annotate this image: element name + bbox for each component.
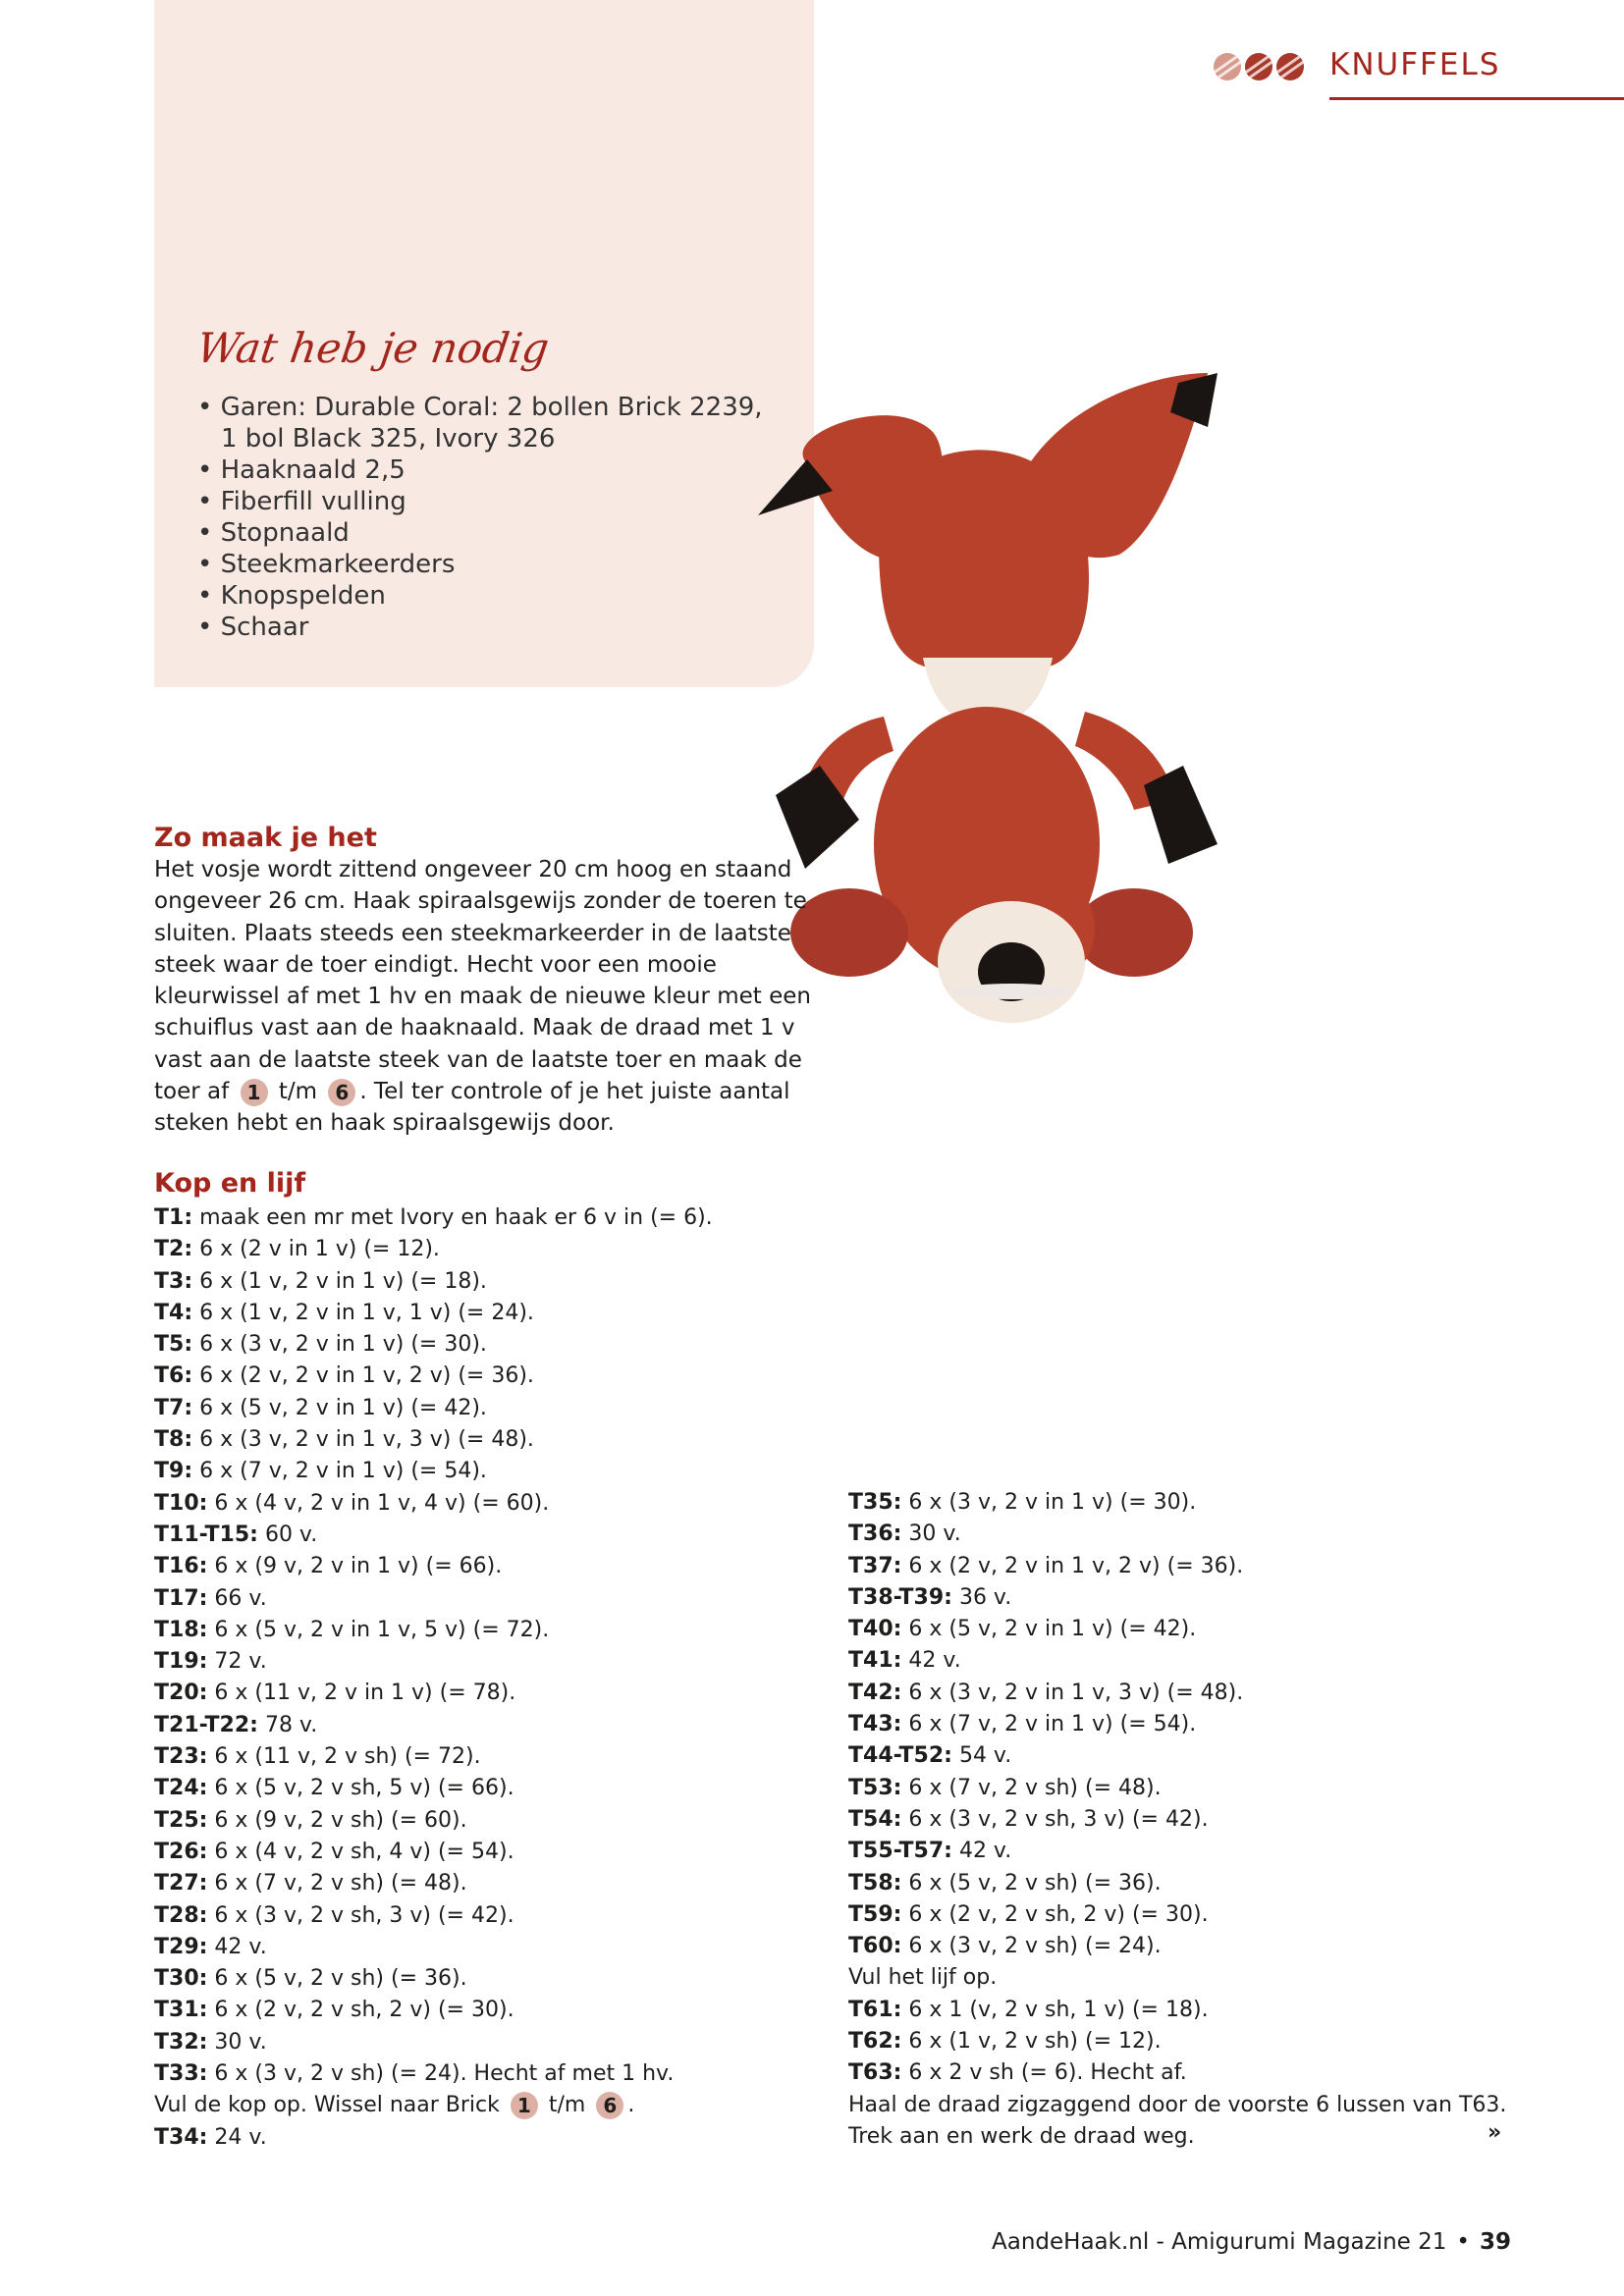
round-row	[154, 1932, 841, 1963]
round-text: 6 x (1 v, 2 v sh) (= 12).	[901, 2029, 1162, 2055]
round-text: 42 v.	[951, 1839, 1012, 1864]
round-label: T43:	[848, 1712, 902, 1737]
round-row	[848, 1740, 1555, 1772]
round-text: 6 x (9 v, 2 v in 1 v) (= 66).	[207, 1554, 503, 1579]
round-row	[154, 1868, 841, 1899]
round-text: Trek aan en werk de draad weg.	[848, 2123, 1195, 2149]
round-text: 54 v.	[951, 1743, 1012, 1769]
section-title: KNUFFELS	[1329, 47, 1501, 82]
round-row	[154, 1773, 841, 1804]
round-text: 6 x (7 v, 2 v sh) (= 48).	[901, 1775, 1162, 1800]
round-row	[848, 2026, 1555, 2057]
round-row	[848, 1487, 1555, 1519]
round-row	[848, 2121, 1555, 2153]
round-row	[154, 1551, 841, 1582]
yarn-balls-icon	[1214, 53, 1304, 80]
round-label: T34:	[154, 2124, 208, 2150]
round-text: 6 x (5 v, 2 v in 1 v, 5 v) (= 72).	[207, 1617, 550, 1642]
round-label: T16:	[154, 1554, 208, 1579]
round-row	[848, 1899, 1555, 1931]
round-label: T55-T57:	[848, 1839, 952, 1864]
round-label: T42:	[848, 1680, 902, 1705]
materials-item: • Haaknaald 2,5	[197, 454, 786, 486]
round-label: T11-T15:	[154, 1522, 258, 1547]
materials-item: • Knopspelden	[197, 580, 786, 612]
round-row	[154, 1678, 841, 1709]
round-label: T62:	[848, 2029, 902, 2055]
round-label: T36:	[848, 1522, 902, 1547]
round-text: 6 x (3 v, 2 v in 1 v) (= 30).	[192, 1332, 487, 1358]
round-badge: 1	[241, 1079, 268, 1106]
round-text: 6 x (4 v, 2 v in 1 v, 4 v) (= 60).	[207, 1490, 550, 1516]
round-label: T19:	[154, 1649, 208, 1675]
round-label: T10:	[154, 1490, 208, 1516]
fill-note-end: .	[627, 2093, 635, 2118]
round-text: 6 x 2 v sh (= 6). Hecht af.	[901, 2060, 1187, 2086]
round-label: T54:	[848, 1806, 902, 1832]
round-text: 78 v.	[257, 1712, 318, 1737]
round-text: 30 v.	[901, 1522, 961, 1547]
page-footer	[992, 2229, 1511, 2255]
round-text: 6 x (7 v, 2 v in 1 v) (= 54).	[901, 1712, 1197, 1737]
round-label: T6:	[154, 1363, 193, 1389]
round-label: T38-T39:	[848, 1584, 952, 1610]
round-label: T5:	[154, 1332, 193, 1358]
round-label: T28:	[154, 1902, 208, 1928]
footer-bullet: •	[1456, 2229, 1470, 2255]
round-row	[154, 1995, 841, 2026]
round-row	[848, 1931, 1555, 1962]
round-row	[154, 1393, 841, 1424]
round-label: T40:	[848, 1617, 902, 1642]
round-text: maak een mr met Ivory en haak er 6 v in (= 6).	[192, 1205, 713, 1230]
round-text: 6 x (11 v, 2 v in 1 v) (= 78).	[207, 1681, 516, 1706]
round-text: Haal de draad zigzaggend door de voorste 6 lussen van T63.	[848, 2092, 1507, 2117]
round-row	[848, 1773, 1555, 1804]
round-row	[848, 1962, 1555, 1994]
round-text: 6 x (3 v, 2 v sh) (= 24).	[901, 1934, 1162, 1959]
round-text: 6 x (5 v, 2 v in 1 v) (= 42).	[901, 1617, 1197, 1642]
round-text: 30 v.	[207, 2029, 267, 2055]
round-label: T17:	[154, 1585, 208, 1611]
round-row	[154, 1202, 841, 1234]
round-row	[154, 1266, 841, 1298]
round-label: T60:	[848, 1934, 902, 1959]
head-body-heading: Kop en lijf	[154, 1168, 306, 1199]
round-row	[154, 1741, 841, 1773]
round-badge: 1	[511, 2092, 538, 2119]
round-row	[154, 1361, 841, 1392]
materials-item: • Fiberfill vulling	[197, 486, 786, 517]
round-label: T61:	[848, 1997, 902, 2022]
round-text: 6 x (2 v, 2 v in 1 v, 2 v) (= 36).	[192, 1363, 534, 1389]
round-label: T21-T22:	[154, 1712, 258, 1737]
round-label: T32:	[154, 2029, 208, 2055]
round-row	[154, 1900, 841, 1932]
round-text: 6 x (2 v, 2 v in 1 v, 2 v) (= 36).	[901, 1553, 1244, 1578]
left-rows	[154, 1202, 841, 2154]
round-row	[848, 1582, 1555, 1614]
round-text: 60 v.	[257, 1522, 318, 1547]
round-label: T24:	[154, 1776, 208, 1801]
round-row	[154, 1234, 841, 1265]
round-label: T59:	[848, 1901, 902, 1927]
materials-item: • Garen: Durable Coral: 2 bollen Brick 2239, 1 bol Black 325, Ivory 326	[197, 392, 786, 454]
yarn-ball-icon	[1245, 53, 1272, 80]
round-row	[154, 1615, 841, 1646]
round-label: T63:	[848, 2060, 902, 2086]
right-rows	[848, 1487, 1555, 2153]
round-label: T41:	[848, 1648, 902, 1674]
round-text: 72 v.	[207, 1649, 267, 1675]
round-label: T35:	[848, 1490, 902, 1515]
round-label: T30:	[154, 1966, 208, 1992]
round-row	[154, 1329, 841, 1361]
round-text: 6 x (3 v, 2 v in 1 v) (= 30).	[901, 1490, 1197, 1515]
round-badge: 6	[596, 2092, 623, 2119]
round-text: 6 x (5 v, 2 v sh) (= 36).	[207, 1966, 467, 1992]
round-text: 6 x (5 v, 2 v in 1 v) (= 42).	[192, 1395, 487, 1420]
page-number: 39	[1479, 2229, 1511, 2255]
round-row	[848, 1519, 1555, 1550]
section-header	[1214, 47, 1624, 102]
round-badge: 6	[328, 1079, 355, 1106]
round-text: 6 x 1 (v, 2 v sh, 1 v) (= 18).	[901, 1997, 1209, 2022]
round-text: Vul het lijf op.	[848, 1965, 998, 1991]
round-text: 6 x (2 v in 1 v) (= 12).	[192, 1237, 440, 1262]
round-row	[154, 1837, 841, 1868]
materials-item: • Steekmarkeerders	[197, 549, 786, 580]
materials-list	[197, 392, 786, 643]
yarn-ball-icon	[1214, 53, 1241, 80]
round-label: T1:	[154, 1205, 193, 1230]
round-row	[154, 1646, 841, 1678]
round-text: 6 x (7 v, 2 v in 1 v) (= 54).	[192, 1459, 487, 1484]
materials-item: • Schaar	[197, 612, 786, 643]
round-text: 6 x (7 v, 2 v sh) (= 48).	[207, 1871, 467, 1896]
round-row	[154, 1520, 841, 1551]
round-row	[154, 1963, 841, 1995]
round-row	[154, 1298, 841, 1329]
round-label: T25:	[154, 1807, 208, 1833]
round-row	[154, 2058, 841, 2090]
round-text: 6 x (1 v, 2 v in 1 v, 1 v) (= 24).	[192, 1300, 534, 1325]
round-row	[848, 1614, 1555, 1645]
instructions-heading: Zo maak je het	[154, 823, 377, 853]
round-row	[154, 1424, 841, 1456]
fill-note-text: Vul de kop op. Wissel naar Brick	[154, 2093, 500, 2118]
round-text: 36 v.	[951, 1584, 1012, 1610]
round-row	[154, 1805, 841, 1837]
round-row	[154, 1488, 841, 1520]
round-label: T8:	[154, 1427, 193, 1453]
round-text: 6 x (3 v, 2 v in 1 v, 3 v) (= 48).	[192, 1427, 534, 1453]
round-text: 6 x (2 v, 2 v sh, 2 v) (= 30).	[901, 1901, 1209, 1927]
round-text: 24 v.	[207, 2124, 267, 2150]
round-text: 6 x (3 v, 2 v sh, 3 v) (= 42).	[207, 1902, 514, 1928]
round-row	[154, 1710, 841, 1741]
intro-text-end: . Tel ter controle of je het juiste aantal steken hebt en haak spiraalsgewijs door.	[154, 1079, 790, 1137]
round-label: T7:	[154, 1395, 193, 1420]
round-label: T20:	[154, 1681, 208, 1706]
materials-item: • Stopnaald	[197, 517, 786, 549]
round-row	[848, 1804, 1555, 1836]
round-label: T4:	[154, 1300, 193, 1325]
round-row	[848, 1836, 1555, 1867]
intro-range-word: t/m	[278, 1079, 317, 1105]
round-row	[154, 2122, 841, 2154]
round-text: 6 x (2 v, 2 v sh, 2 v) (= 30).	[207, 1998, 514, 2023]
round-label: T33:	[154, 2061, 208, 2087]
round-label: T18:	[154, 1617, 208, 1642]
round-label: T27:	[154, 1871, 208, 1896]
round-label: T44-T52:	[848, 1743, 952, 1769]
round-label: T53:	[848, 1775, 902, 1800]
round-text: 6 x (9 v, 2 v sh) (= 60).	[207, 1807, 467, 1833]
round-label: T58:	[848, 1870, 902, 1896]
round-text: 6 x (5 v, 2 v sh, 5 v) (= 66).	[207, 1776, 514, 1801]
fill-note	[154, 2090, 841, 2121]
round-label: T29:	[154, 1934, 208, 1959]
round-text: 6 x (3 v, 2 v sh) (= 24). Hecht af met 1 hv.	[207, 2061, 675, 2087]
fill-note-range-word: t/m	[548, 2093, 586, 2118]
fox-amigurumi-photo	[746, 373, 1512, 1443]
round-text: 42 v.	[901, 1648, 961, 1674]
header-rule	[1329, 97, 1624, 100]
round-row	[848, 2090, 1555, 2121]
round-text: 42 v.	[207, 1934, 267, 1959]
round-text: 6 x (5 v, 2 v sh) (= 36).	[901, 1870, 1162, 1896]
round-label: T3:	[154, 1268, 193, 1294]
round-row	[154, 1583, 841, 1615]
round-label: T26:	[154, 1839, 208, 1864]
round-row	[848, 1645, 1555, 1677]
footer-source: AandeHaak.nl - Amigurumi Magazine 21	[992, 2229, 1447, 2255]
round-label: T31:	[154, 1998, 208, 2023]
round-row	[848, 1995, 1555, 2026]
round-row	[848, 1868, 1555, 1899]
materials-title: Wat heb je nodig	[193, 324, 553, 372]
continue-arrow: »	[1488, 2120, 1502, 2145]
round-text: 66 v.	[207, 1585, 267, 1611]
round-text: 6 x (4 v, 2 v sh, 4 v) (= 54).	[207, 1839, 514, 1864]
round-text: 6 x (11 v, 2 v sh) (= 72).	[207, 1744, 481, 1770]
round-label: T37:	[848, 1553, 902, 1578]
round-row	[154, 2027, 841, 2058]
round-label: T9:	[154, 1459, 193, 1484]
round-text: 6 x (3 v, 2 v in 1 v, 3 v) (= 48).	[901, 1680, 1244, 1705]
round-label: T23:	[154, 1744, 208, 1770]
instructions-intro	[154, 854, 822, 1140]
round-text: 6 x (1 v, 2 v in 1 v) (= 18).	[192, 1268, 487, 1294]
round-row	[848, 1678, 1555, 1709]
yarn-ball-icon	[1276, 53, 1304, 80]
round-text: 6 x (3 v, 2 v sh, 3 v) (= 42).	[901, 1806, 1209, 1832]
round-row	[848, 1709, 1555, 1740]
round-row	[848, 1551, 1555, 1582]
round-row	[154, 1456, 841, 1487]
round-row	[848, 2057, 1555, 2089]
intro-text: Het vosje wordt zittend ongeveer 20 cm hoog en staand ongeveer 26 cm. Haak spiraalsgewijs zonder de toeren te sluiten. Plaats steeds een steekmarkeerder in de laatste steek waar de toer eindigt. Hecht voor een mooie kleurwissel af met 1 hv en maak de nieuwe kleur met een schuiflus vast aan de haaknaald. Maak de draad met 1 v vast aan de laatste steek van de laatste toer en maak de toer af	[154, 857, 811, 1105]
round-label: T2:	[154, 1237, 193, 1262]
